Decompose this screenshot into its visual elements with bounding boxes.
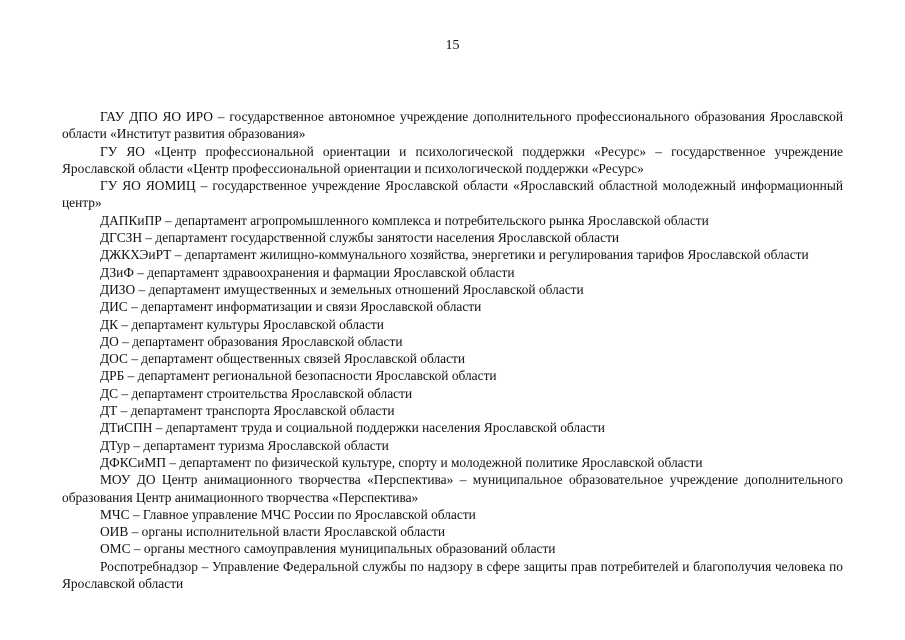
list-item: ДИЗО – департамент имущественных и земельных отношений Ярославской области bbox=[100, 281, 584, 297]
list-item: ДРБ – департамент региональной безопасности Ярославской области bbox=[100, 368, 497, 384]
abbreviations-list bbox=[62, 108, 843, 592]
list-item: ДО – департамент образования Ярославской области bbox=[100, 333, 403, 349]
list-item: ГАУ ДПО ЯО ИРО – государственное автономное учреждение дополнительного профессионального образования Ярославской области «Институт развития образования» bbox=[62, 109, 843, 142]
list-item: ДК – департамент культуры Ярославской области bbox=[100, 316, 384, 332]
list-item: МЧС – Главное управление МЧС России по Ярославской области bbox=[100, 506, 476, 522]
list-item: ГУ ЯО «Центр профессиональной ориентации и психологической поддержки «Ресурс» – государственное учреждение Ярославской области «Центр профессиональной ориентации и психологической поддержки «Ресурс» bbox=[62, 143, 843, 176]
list-item: ДГСЗН – департамент государственной службы занятости населения Ярославской области bbox=[100, 230, 620, 246]
list-item: ГУ ЯО ЯОМИЦ – государственное учреждение Ярославской области «Ярославский областной молодежный информационный центр» bbox=[62, 178, 843, 211]
list-item: ДТур – департамент туризма Ярославской области bbox=[100, 437, 389, 453]
list-item: МОУ ДО Центр анимационного творчества «Перспектива» – муниципальное образовательное учреждение дополнительного образования Центр анимационного творчества «Перспектива» bbox=[62, 472, 843, 505]
list-item: ОИВ – органы исполнительной власти Ярославской области bbox=[100, 524, 446, 540]
list-item: ДАПКиПР – департамент агропромышленного комплекса и потребительского рынка Ярославской области bbox=[100, 212, 709, 228]
list-item: ДС – департамент строительства Ярославской области bbox=[100, 385, 413, 401]
list-item: ДОС – департамент общественных связей Ярославской области bbox=[100, 351, 466, 367]
list-item: ДФКСиМП – департамент по физической культуре, спорту и молодежной политике Ярославской области bbox=[100, 454, 703, 470]
list-item: Роспотребнадзор – Управление Федеральной службы по надзору в сфере защиты прав потребителей и благополучия человека по Ярославской области bbox=[62, 558, 843, 592]
list-item: ДЖКХЭиРТ – департамент жилищно-коммунального хозяйства, энергетики и регулирования тарифов Ярославской области bbox=[100, 247, 809, 263]
page-number: 15 bbox=[445, 38, 460, 53]
list-item: ДТиСПН – департамент труда и социальной поддержки населения Ярославской области bbox=[100, 420, 605, 436]
list-item: ДИС – департамент информатизации и связи Ярославской области bbox=[100, 299, 482, 315]
list-item: ДТ – департамент транспорта Ярославской области bbox=[100, 403, 395, 419]
list-item: ДЗиФ – департамент здравоохранения и фармации Ярославской области bbox=[100, 264, 515, 280]
list-item: ОМС – органы местного самоуправления муниципальных образований области bbox=[100, 541, 556, 557]
